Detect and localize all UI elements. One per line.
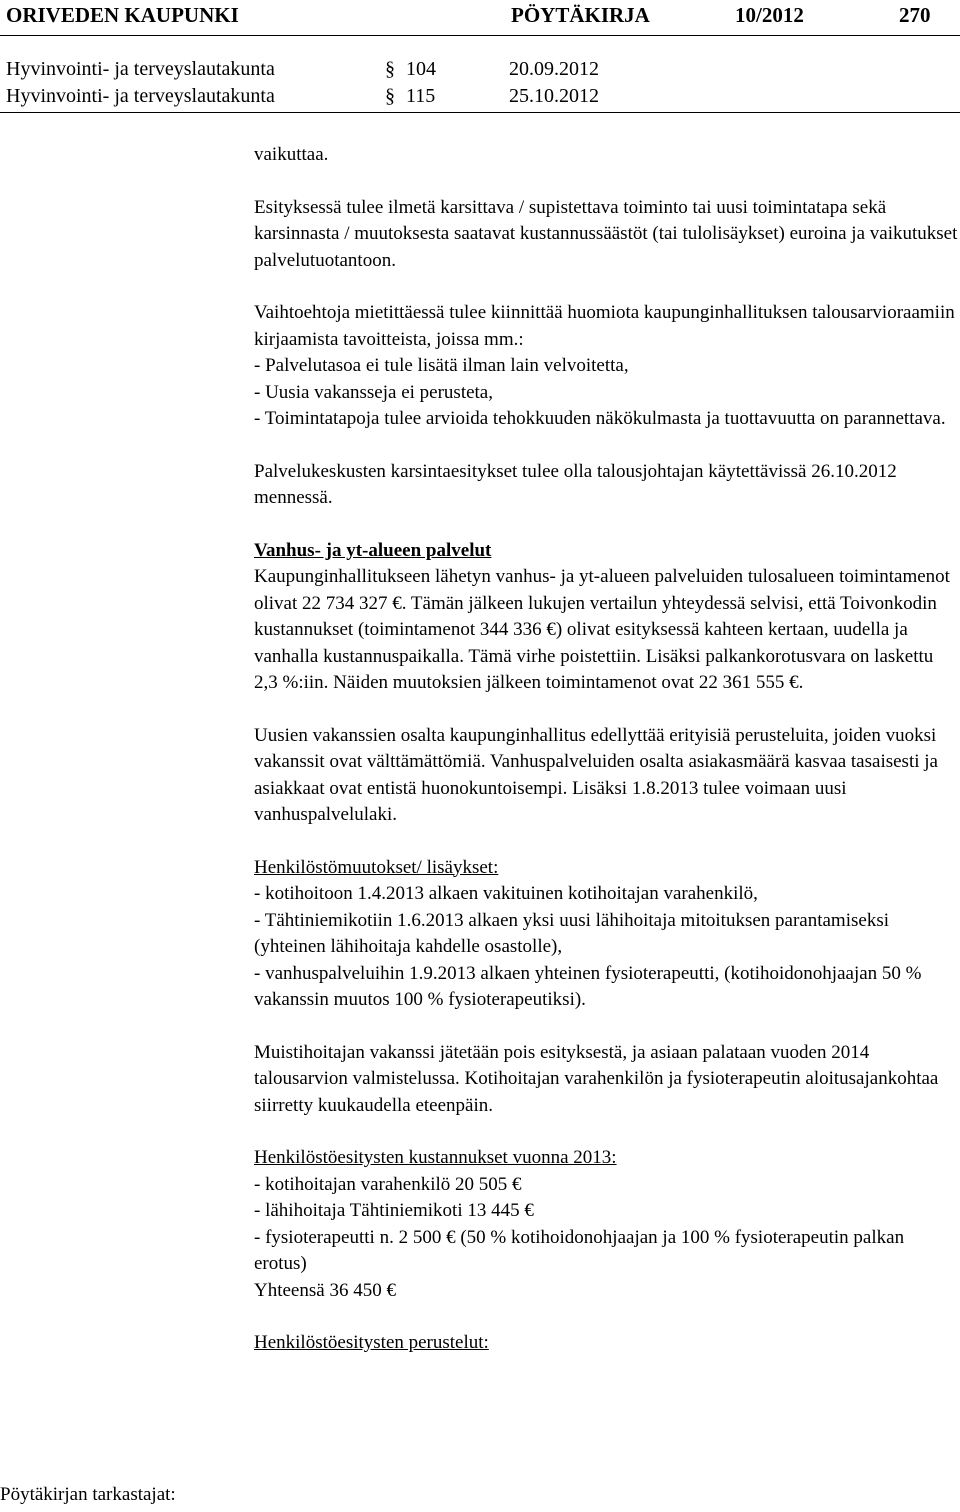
meeting-reference-row <box>6 85 956 112</box>
issue-number: 10/2012 <box>735 3 804 27</box>
paragraph: Muistihoitajan vakanssi jätetään pois esityksestä, ja asiaan palataan vuoden 2014 talousarvion valmistelussa. Kotihoitajan varahenkilön ja fysioterapeutin aloitusajankohtaa siirretty kuukaudella eteenpäin. <box>254 1041 939 1116</box>
section-sign: § <box>385 58 395 80</box>
list-item: - Tähtiniemikotiin 1.6.2013 alkaen yksi uusi lähihoitaja mitoituksen parantamiseksi (yhteinen lähihoitaja kahdelle osastolle), <box>254 909 889 957</box>
total-amount: Yhteensä 36 450 € <box>254 1279 396 1301</box>
meeting-date: 25.10.2012 <box>509 85 599 107</box>
list-item: - lähihoitaja Tähtiniemikoti 13 445 € <box>254 1200 534 1221</box>
paragraph: vaikuttaa. <box>254 144 329 165</box>
paragraph: Esityksessä tulee ilmetä karsittava / supistettava toiminto tai uusi toimintatapa sekä karsinnasta / muutoksesta saatavat kustannussäästöt (tai tulolisäykset) euroina ja vaikutukset palvelutuotantoon. <box>254 196 958 271</box>
list-item: - vanhuspalveluihin 1.9.2013 alkaen yhteinen fysioterapeutti, (kotihoidonohjaajan 50 % vakanssin muutos 100 % fysioterapeutiksi). <box>254 962 922 1010</box>
paragraph: Uusien vakanssien osalta kaupunginhallitus edellyttää erityisiä perusteluita, joiden vuoksi vakanssit ovat välttämättömiä. Vanhuspalveluiden osalta asiakasmäärä kasvaa tasaisesti ja asiakkaat ovat entistä huonokuntoisempi. Lisäksi 1.8.2013 tulee voimaan uusi vanhuspalvelulaki. <box>254 724 938 825</box>
page-number: 270 <box>899 3 931 27</box>
paragraph: Vaihtoehtoja mietittäessä tulee kiinnittää huomiota kaupunginhallituksen talousarvioraamiin kirjaamista tavoitteista, joissa mm.: <box>254 302 955 350</box>
footer-reviewers-label: Pöytäkirjan tarkastajat: <box>0 1484 176 1505</box>
committee-name: Hyvinvointi- ja terveyslautakunta <box>6 85 275 107</box>
document-type: PÖYTÄKIRJA <box>511 3 650 27</box>
subheading-staff-justification: Henkilöstöesitysten perustelut: <box>254 1332 489 1353</box>
section-sign: § <box>385 85 395 107</box>
section-heading: Vanhus- ja yt-alueen palvelut <box>254 539 492 561</box>
paragraph: Kaupunginhallitukseen lähetyn vanhus- ja yt-alueen palveluiden tulosalueen toimintamenot olivat 22 734 327 €. Tämän jälkeen lukujen vertailun yhteydessä selvisi, että Toivonkodin kustannukset (toimintamenot 344 336 €) olivat esityksessä kahteen kertaan, uudella ja vanhalla kustannuspaikalla. Tämä virhe poistettiin. Lisäksi palkankorotusvara on laskettu 2,3 %:iin. Näiden muutoksien jälkeen toimintamenot ovat 22 361 555 €. <box>254 566 950 693</box>
header-divider <box>0 35 960 36</box>
meeting-divider <box>0 112 960 113</box>
list-item: - kotihoitoon 1.4.2013 alkaen vakituinen kotihoitajan varahenkilö, <box>254 883 758 904</box>
section-number: 104 <box>406 58 436 80</box>
paragraph: Palvelukeskusten karsintaesitykset tulee olla talousjohtajan käytettävissä 26.10.2012 mennessä. <box>254 460 897 508</box>
list-item: - Toimintatapoja tulee arvioida tehokkuuden näkökulmasta ja tuottavuutta on parannettava. <box>254 408 946 429</box>
subheading-staff-changes: Henkilöstömuutokset/ lisäykset: <box>254 856 499 878</box>
list-item: - Palvelutasoa ei tule lisätä ilman lain velvoitetta, <box>254 355 629 376</box>
document-header <box>6 3 956 31</box>
list-item: - kotihoitajan varahenkilö 20 505 € <box>254 1173 522 1195</box>
committee-name: Hyvinvointi- ja terveyslautakunta <box>6 58 275 80</box>
list-item: - Uusia vakansseja ei perusteta, <box>254 381 493 403</box>
organization-name: ORIVEDEN KAUPUNKI <box>6 3 239 27</box>
meeting-references <box>6 58 956 112</box>
list-item: - fysioterapeutti n. 2 500 € (50 % kotihoidonohjaajan ja 100 % fysioterapeutin palkan erotus) <box>254 1226 905 1274</box>
meeting-date: 20.09.2012 <box>509 58 599 80</box>
section-number: 115 <box>406 85 436 107</box>
subheading-staff-costs: Henkilöstöesitysten kustannukset vuonna 2013: <box>254 1147 617 1168</box>
meeting-reference-row <box>6 58 956 85</box>
minutes-body <box>254 142 960 1357</box>
